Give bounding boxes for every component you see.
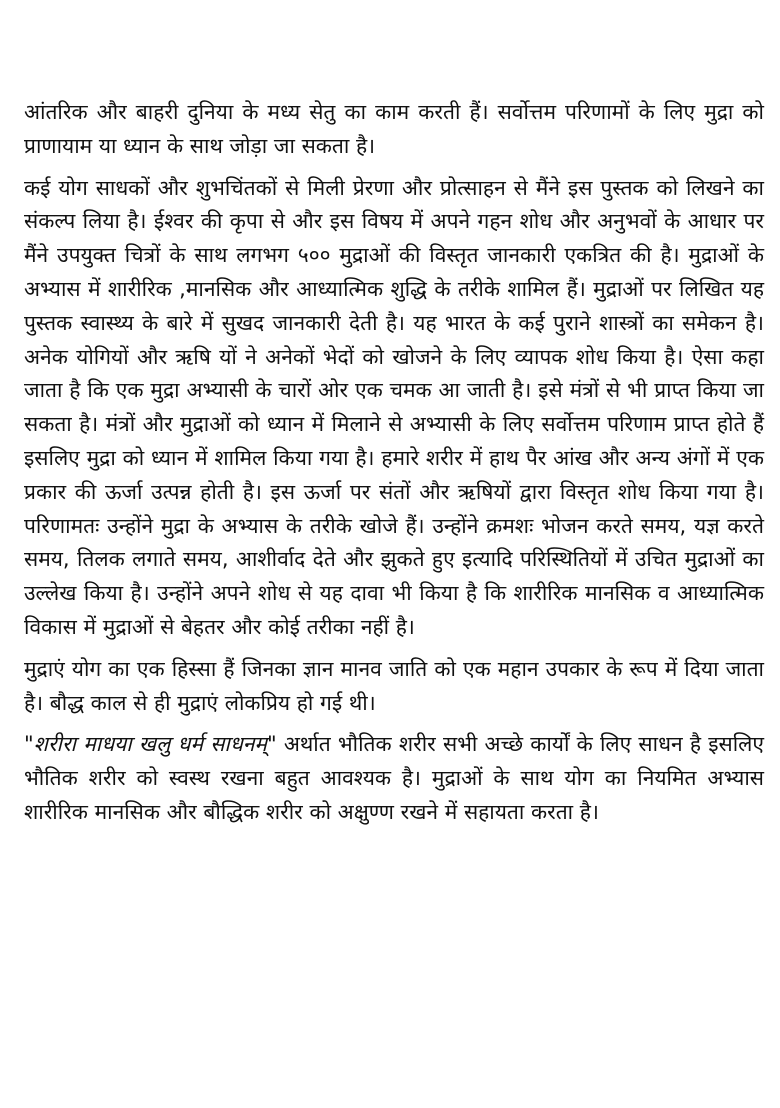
document-page	[24, 96, 764, 838]
sanskrit-quote: "शरीरा माधया खलु धर्म साधनम्"	[24, 732, 277, 757]
paragraph-book-purpose: कई योग साधकों और शुभचिंतकों से मिली प्रेरणा और प्रोत्साहन से मैंने इस पुस्तक को लिखने का संकल्प लिया है। ईश्वर की कृपा से और इस विषय में अपने गहन शोध और अनुभवों के आधार पर मैंने उपयुक्त चित्रों के साथ लगभग ५०० मुद्राओं की विस्तृत जानकारी एकत्रित की है। मुद्राओं के अभ्यास में शारीरिक ,मानसिक और आध्यात्मिक शुद्धि के तरीके शामिल हैं। मुद्राओं पर लिखित यह पुस्तक स्वास्थ्य के बारे में सुखद जानकारी देती है। यह भारत के कई पुराने शास्त्रों का समेकन है। अनेक योगियों और ऋषि यों ने अनेकों भेदों को खोजने के लिए व्यापक शोध किया है। ऐसा कहा जाता है कि एक मुद्रा अभ्यासी के चारों ओर एक चमक आ जाती है। इसे मंत्रों से भी प्राप्त किया जा सकता है। मंत्रों और मुद्राओं को ध्यान में मिलाने से अभ्यासी के लिए सर्वोत्तम परिणाम प्राप्त होते हैं इसलिए मुद्रा को ध्यान में शामिल किया गया है। हमारे शरीर में हाथ पैर आंख और अन्य अंगों में एक प्रकार की ऊर्जा उत्पन्न होती है। इस ऊर्जा पर संतों और ऋषियों द्वारा विस्तृत शोध किया गया है। परिणामतः उन्होंने मुद्रा के अभ्यास के तरीके खोजे हैं। उन्होंने क्रमशः भोजन करते समय, यज्ञ करते समय, तिलक लगाते समय, आशीर्वाद देते और झुकते हुए इत्यादि परिस्थितियों में उचित मुद्राओं का उल्लेख किया है। उन्होंने अपने शोध से यह दावा भी किया है कि शारीरिक मानसिक व आध्यात्मिक विकास में मुद्राओं से बेहतर और कोई तरीका नहीं है।	[24, 175, 764, 639]
paragraph-intro: आंतरिक और बाहरी दुनिया के मध्य सेतु का काम करती हैं। सर्वोत्तम परिणामों के लिए मुद्रा को प्राणायाम या ध्यान के साथ जोड़ा जा सकता है।	[24, 100, 764, 158]
paragraph-conclusion	[24, 728, 764, 829]
conclusion-text: अर्थात भौतिक शरीर सभी अच्छे कार्यों के लिए साधन है इसलिए भौतिक शरीर को स्वस्थ रखना बहुत आवश्यक है। मुद्राओं के साथ योग का नियमित अभ्यास शारीरिक मानसिक और बौद्धिक शरीर को अक्षुण्ण रखने में सहायता करता है।	[24, 732, 764, 824]
paragraph-mudra-history: मुद्राएं योग का एक हिस्सा हैं जिनका ज्ञान मानव जाति को एक महान उपकार के रूप में दिया जाता है। बौद्ध काल से ही मुद्राएं लोकप्रिय हो गई थी।	[24, 656, 764, 715]
